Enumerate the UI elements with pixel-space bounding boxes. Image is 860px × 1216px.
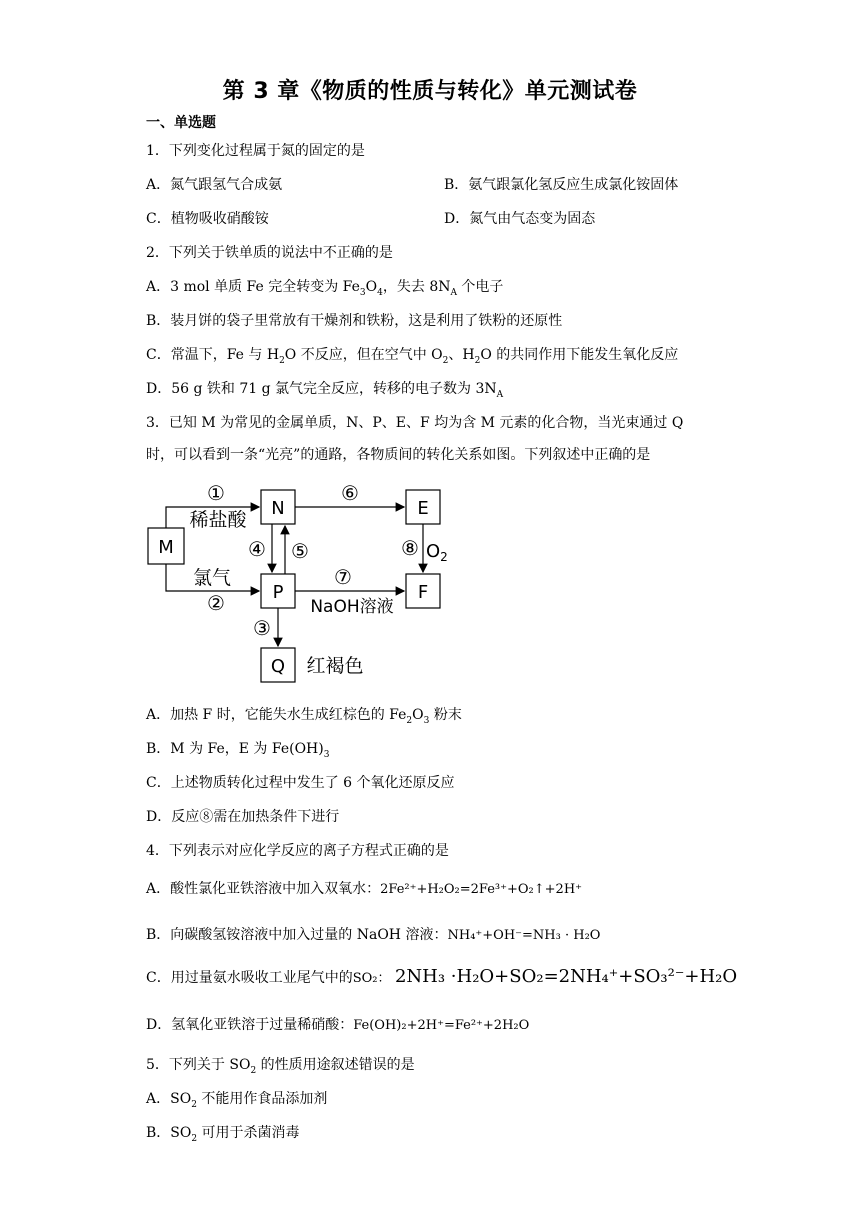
q1-option-a: A．氮气跟氢气合成氨 xyxy=(146,177,283,193)
step-4-label: ④ xyxy=(248,537,266,561)
q1-option-c: C．植物吸收硝酸铵 xyxy=(146,211,269,227)
q4-option-a: A．酸性氯化亚铁溶液中加入双氧水：2Fe²⁺+H₂O₂=2Fe³⁺+O₂↑+2H⁺ xyxy=(146,881,583,897)
q5-option-a: A．$SO_2$ 不能用作食品添加剂 xyxy=(146,1091,328,1110)
q-color-label: 红褐色 xyxy=(306,655,364,677)
reagent-o2: $O_2$ xyxy=(426,541,448,564)
q1-option-b: B．氨气跟氯化氢反应生成氯化铵固体 xyxy=(444,177,679,193)
label-n: N xyxy=(271,498,285,519)
step-7-label: ⑦ xyxy=(334,565,352,589)
step-3-label: ③ xyxy=(253,616,271,640)
question-5-stem: 5．下列关于 $SO_2$ 的性质用途叙述错误的是 xyxy=(146,1057,415,1076)
q4-option-b: B．向碳酸氢铵溶液中加入过量的 NaOH 溶液：NH₄⁺+OH⁻=NH₃ · H₂O xyxy=(146,927,601,943)
question-3-stem-line2: 时，可以看到一条“光亮”的通路，各物质间的转化关系如图。下列叙述中正确的是 xyxy=(146,447,651,463)
label-f: F xyxy=(417,582,429,603)
q5-option-b: B．$SO_2$ 可用于杀菌消毒 xyxy=(146,1125,300,1144)
question-3-stem-line1: 3．已知 M 为常见的金属单质，N、P、E、F 均为含 M 元素的化合物，当光束通过 Q xyxy=(146,415,684,431)
q3-option-d: D．反应⑧需在加热条件下进行 xyxy=(146,809,340,825)
reagent-naoh: NaOH溶液 xyxy=(310,597,394,617)
label-p: P xyxy=(272,582,284,603)
step-8-label: ⑧ xyxy=(401,536,419,560)
q4-option-d: D．氢氧化亚铁溶于过量稀硝酸：Fe(OH)₂+2H⁺=Fe²⁺+2H₂O xyxy=(146,1017,530,1033)
q1-option-d: D．氮气由气态变为固态 xyxy=(444,211,596,227)
page-title: 第 3 章《物质的性质与转化》单元测试卷 xyxy=(222,79,638,104)
q2-option-b: B．装月饼的袋子里常放有干燥剂和铁粉，这是利用了铁粉的还原性 xyxy=(146,313,563,329)
step-2-label: ② xyxy=(207,591,225,615)
q2-option-c: C．常温下，Fe 与 $H_2O$ 不反应，但在空气中 $O_2$、$H_2O$ 的共同作用下能发生氧化反应 xyxy=(146,347,679,366)
q3-option-c: C．上述物质转化过程中发生了 6 个氧化还原反应 xyxy=(146,775,455,791)
step-1-label: ① xyxy=(207,481,225,505)
question-1-stem: 1．下列变化过程属于氮的固定的是 xyxy=(146,143,365,159)
label-m: M xyxy=(158,537,174,558)
step-5-label: ⑤ xyxy=(291,539,309,563)
question-2-stem: 2．下列关于铁单质的说法中不正确的是 xyxy=(146,245,393,261)
q4-option-c: C．用过量氨水吸收工业尾气中的SO₂： 2NH₃ ·H₂O+SO₂=2NH₄⁺+SO₃²⁻+H₂O xyxy=(146,966,738,987)
reagent-dilute-hcl: 稀盐酸 xyxy=(189,509,247,531)
q2-option-d: D．56 g 铁和 71 g 氯气完全反应，转移的电子数为 $3N_A$ xyxy=(146,381,504,400)
question-4-stem: 4．下列表示对应化学反应的离子方程式正确的是 xyxy=(146,843,449,859)
label-q: Q xyxy=(270,656,286,677)
conversion-diagram xyxy=(140,478,470,688)
q3-option-b: B．M 为 Fe，E 为 $Fe(OH)_3$ xyxy=(146,741,330,760)
section-heading: 一、单选题 xyxy=(146,115,216,131)
reagent-chlorine: 氯气 xyxy=(192,567,232,589)
label-e: E xyxy=(417,498,429,519)
q3-option-a: A．加热 F 时，它能失水生成红棕色的 $Fe_2O_3$ 粉末 xyxy=(146,707,462,726)
step-6-label: ⑥ xyxy=(341,481,359,505)
q2-option-a: A．3 mol 单质 Fe 完全转变为 $Fe_3O_4$，失去 $8N_A$ 个电子 xyxy=(146,279,504,298)
